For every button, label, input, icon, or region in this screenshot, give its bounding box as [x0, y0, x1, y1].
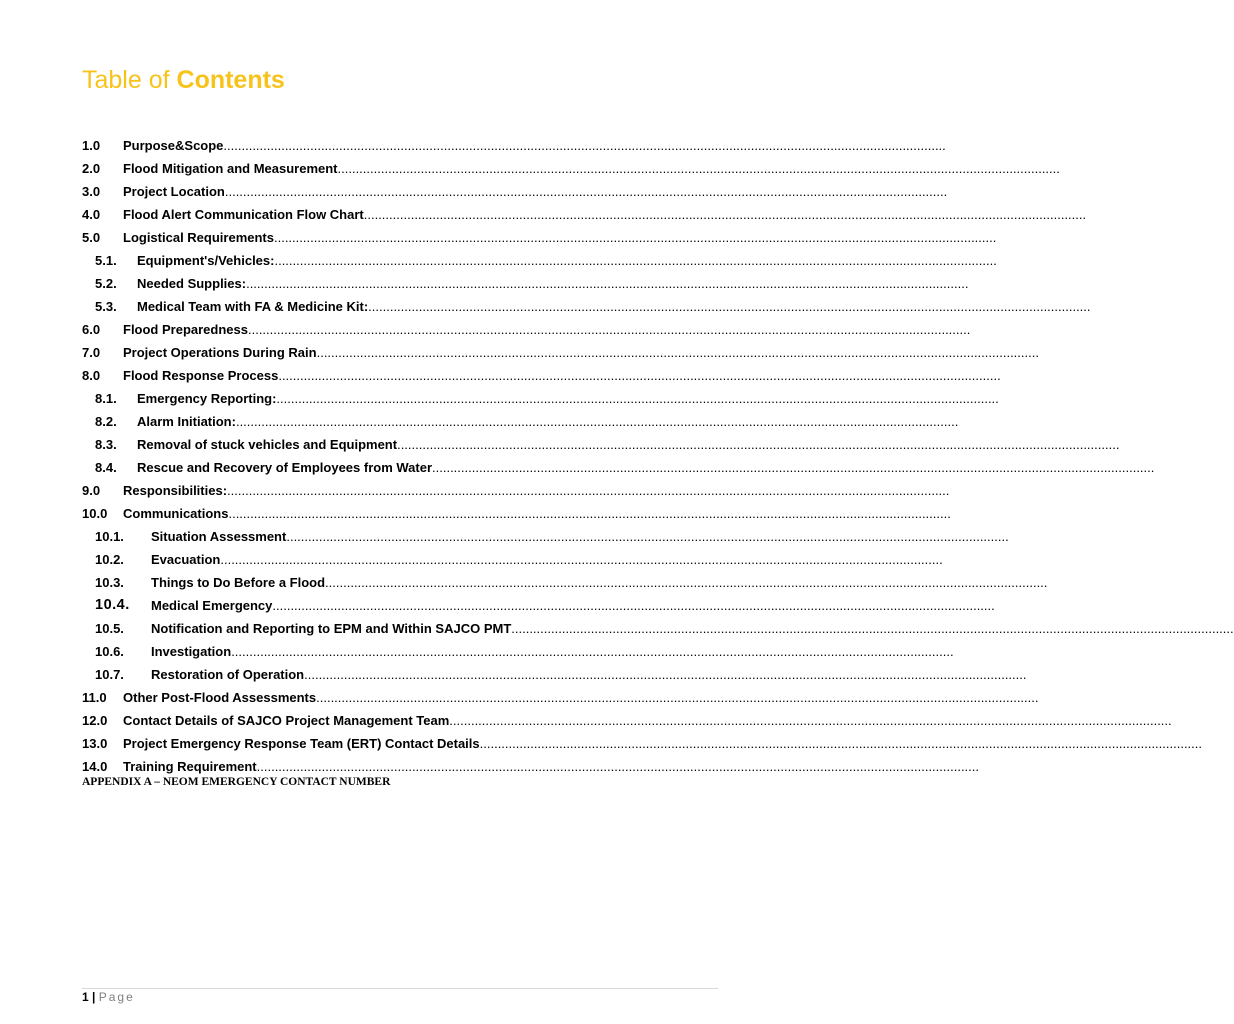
toc-leader: ........................................................................................................................................................................................................: [220, 552, 943, 567]
toc-entry-text: Alarm Initiation:: [137, 414, 236, 429]
footer-divider: [82, 988, 718, 989]
toc-title: [82, 66, 285, 95]
toc-leader: ........................................................................................................................................................................................................: [479, 736, 1203, 751]
toc-entry-text: Flood Mitigation and Measurement: [123, 161, 338, 176]
toc-entry-text: Flood Alert Communication Flow Chart: [123, 207, 364, 222]
toc-entry[interactable]: [0, 433, 1120, 455]
toc-entry-number: 5.3.: [95, 299, 117, 314]
toc-entry-number: 1.0: [82, 138, 101, 153]
toc-entry[interactable]: [0, 548, 943, 570]
toc-entry-number: 6.0: [82, 322, 101, 337]
toc-entry-number: 12.0: [82, 713, 108, 728]
toc-entry-number: 8.3.: [95, 437, 117, 452]
toc-leader: ........................................................................................................................................................................................................: [273, 230, 997, 245]
toc-leader: ........................................................................................................................................................................................................: [432, 460, 1155, 475]
toc-entry-text: Project Operations During Rain: [123, 345, 317, 360]
toc-leader: ........................................................................................................................................................................................................: [368, 299, 1091, 314]
toc-entry-text: Communications: [123, 506, 229, 521]
toc-leader: ........................................................................................................................................................................................................: [316, 690, 1039, 705]
toc-entry[interactable]: [0, 479, 950, 501]
toc-entry-number: 4.0: [82, 207, 101, 222]
toc-entry[interactable]: [0, 226, 997, 248]
toc-entry[interactable]: [0, 295, 1091, 317]
toc-entry-text: Restoration of Operation: [151, 667, 305, 682]
toc-entry-text: Needed Supplies:: [137, 276, 247, 291]
toc-entry[interactable]: [0, 732, 1203, 754]
toc-entry-number: 10.0: [82, 506, 108, 521]
toc-entry[interactable]: [0, 341, 1039, 363]
toc-entry-number: 10.4.: [95, 597, 130, 613]
toc-leader: ........................................................................................................................................................................................................: [256, 759, 980, 774]
toc-entry-number: 8.0: [82, 368, 101, 383]
toc-entry[interactable]: [0, 180, 948, 202]
toc-entry[interactable]: [0, 249, 997, 271]
toc-entry-text: Evacuation: [151, 552, 221, 567]
toc-entry-text: Flood Response Process: [123, 368, 279, 383]
appendix-heading: APPENDIX A – NEOM EMERGENCY CONTACT NUMBER: [82, 776, 391, 788]
toc-entry-number: 10.7.: [95, 667, 124, 682]
toc-entry-number: 5.0: [82, 230, 101, 245]
toc-leader: ........................................................................................................................................................................................................: [223, 138, 946, 153]
toc-entry[interactable]: [0, 456, 1155, 478]
toc-entry-number: 10.5.: [95, 621, 124, 636]
toc-entry-number: 8.1.: [95, 391, 117, 406]
toc-entry[interactable]: [0, 686, 1039, 708]
toc-entry-text: Training Requirement: [123, 759, 257, 774]
toc-entry[interactable]: [0, 410, 959, 432]
toc-leader: ........................................................................................................................................................................................................: [278, 368, 1001, 383]
toc-entry[interactable]: [0, 134, 946, 156]
toc-entry-number: 5.2.: [95, 276, 117, 291]
toc-leader: ........................................................................................................................................................................................................: [247, 322, 971, 337]
toc-entry-text: Other Post-Flood Assessments: [123, 690, 317, 705]
toc-leader: ........................................................................................................................................................................................................: [227, 483, 950, 498]
toc-entry-number: 8.2.: [95, 414, 117, 429]
toc-entry[interactable]: [0, 663, 1027, 685]
toc-entry[interactable]: [0, 709, 1172, 731]
toc-leader: ........................................................................................................................................................................................................: [272, 598, 995, 613]
toc-entry-text: Project Emergency Response Team (ERT) Contact Details: [123, 736, 480, 751]
toc-leader: ........................................................................................................................................................................................................: [363, 207, 1087, 222]
toc-entry-text: Investigation: [151, 644, 232, 659]
toc-entry-number: 2.0: [82, 161, 101, 176]
toc-leader: ........................................................................................................................................................................................................: [304, 667, 1027, 682]
toc-entry-text: Flood Preparedness: [123, 322, 248, 337]
toc-entry-text: Medical Emergency: [151, 598, 273, 613]
toc-entry-number: 8.4.: [95, 460, 117, 475]
toc-leader: ........................................................................................................................................................................................................: [224, 184, 948, 199]
page-separator: |: [92, 990, 96, 1004]
toc-entry-number: 3.0: [82, 184, 101, 199]
toc-entry[interactable]: [0, 594, 995, 616]
toc-title-part1: Table of: [82, 66, 177, 94]
page-footer: [82, 990, 135, 1004]
toc-title-part2: Contents: [176, 66, 285, 94]
toc-entry[interactable]: [0, 525, 1009, 547]
toc-entry-number: 7.0: [82, 345, 101, 360]
toc-entry[interactable]: [0, 502, 951, 524]
page-label: Page: [98, 990, 135, 1004]
toc-entry-number: 11.0: [82, 690, 107, 705]
toc-leader: ........................................................................................................................................................................................................: [235, 414, 959, 429]
toc-entry-number: 14.0: [82, 759, 108, 774]
toc-entry-number: 10.6.: [95, 644, 124, 659]
toc-entry-number: 9.0: [82, 483, 101, 498]
toc-entry[interactable]: [0, 387, 999, 409]
toc-entry-text: Rescue and Recovery of Employees from Water: [137, 460, 433, 475]
toc-leader: ........................................................................................................................................................................................................: [274, 253, 997, 268]
toc-entry-text: Contact Details of SAJCO Project Management Team: [123, 713, 450, 728]
toc-leader: ........................................................................................................................................................................................................: [325, 575, 1048, 590]
toc-leader: ........................................................................................................................................................................................................: [228, 506, 951, 521]
toc-entry-number: 10.1.: [95, 529, 124, 544]
toc-leader: ........................................................................................................................................................................................................: [316, 345, 1039, 360]
toc-leader: ........................................................................................................................................................................................................: [337, 161, 1060, 176]
toc-entry-text: Equipment's/Vehicles:: [137, 253, 275, 268]
page-number: 1: [82, 990, 89, 1004]
toc-leader: ........................................................................................................................................................................................................: [449, 713, 1172, 728]
toc-entry[interactable]: [0, 755, 980, 777]
toc-entry[interactable]: [0, 318, 971, 340]
toc-entry-text: Logistical Requirements: [123, 230, 274, 245]
toc-entry-text: Notification and Reporting to EPM and Within SAJCO PMT: [151, 621, 512, 636]
toc-entry-text: Responsibilities:: [123, 483, 228, 498]
toc-leader: ........................................................................................................................................................................................................: [246, 276, 969, 291]
toc-entry[interactable]: [0, 272, 969, 294]
toc-leader: ........................................................................................................................................................................................................: [276, 391, 999, 406]
toc-entry-text: Things to Do Before a Flood: [151, 575, 326, 590]
toc-leader: ........................................................................................................................................................................................................: [397, 437, 1120, 452]
toc-leader: ........................................................................................................................................................................................................: [286, 529, 1009, 544]
toc-leader: ........................................................................................................................................................................................................: [231, 644, 954, 659]
toc-entry-text: Medical Team with FA & Medicine Kit:: [137, 299, 369, 314]
toc-entry-text: Purpose&Scope: [123, 138, 224, 153]
toc-entry-text: Situation Assessment: [151, 529, 287, 544]
toc-entry-number: 10.3.: [95, 575, 124, 590]
toc-entry-text: Project Location: [123, 184, 225, 199]
toc-entry-number: 10.2.: [95, 552, 124, 567]
toc-entry[interactable]: [0, 364, 1001, 386]
toc-entry[interactable]: [0, 617, 1234, 639]
toc-entry-text: Removal of stuck vehicles and Equipment: [137, 437, 398, 452]
toc-entry-number: 5.1.: [95, 253, 117, 268]
toc-entry[interactable]: [0, 157, 1060, 179]
toc-entry[interactable]: [0, 571, 1048, 593]
toc-entry-text: Emergency Reporting:: [137, 391, 277, 406]
toc-leader: ........................................................................................................................................................................................................: [511, 621, 1234, 636]
toc-entry[interactable]: [0, 640, 954, 662]
toc-entry[interactable]: [0, 203, 1087, 225]
toc-entry-number: 13.0: [82, 736, 108, 751]
